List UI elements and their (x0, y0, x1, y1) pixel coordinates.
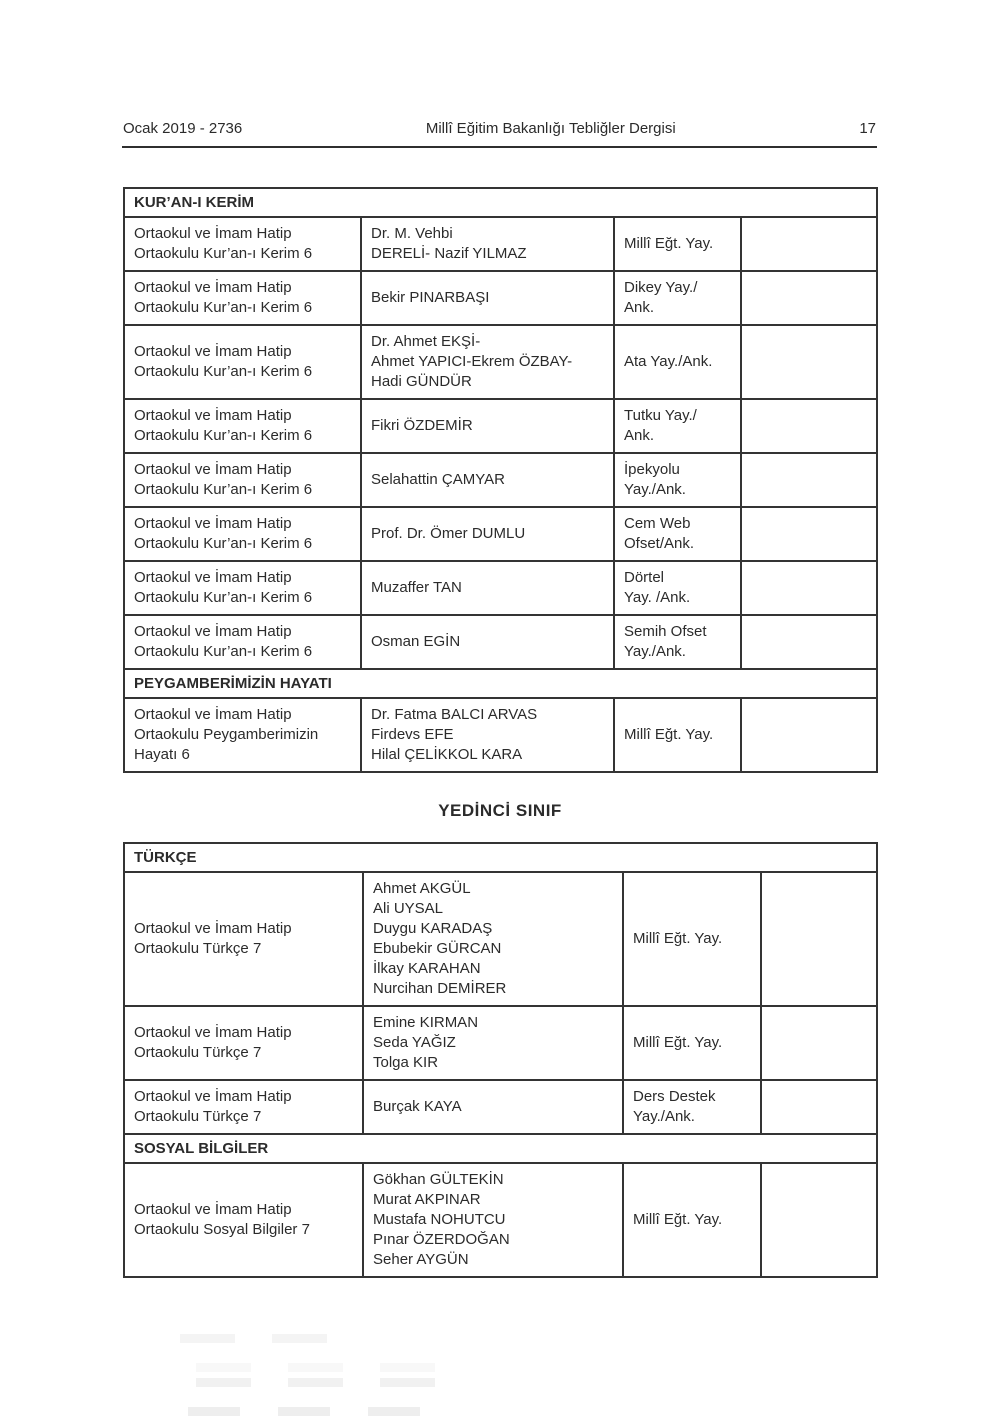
section-row (124, 843, 877, 872)
scan-artifact (180, 1334, 340, 1343)
running-head (123, 120, 876, 137)
text-line: Tutku Yay./ (624, 407, 697, 424)
text-line: Yay. /Ank. (624, 589, 691, 606)
authors-cell (361, 561, 614, 615)
notes-cell (741, 325, 877, 399)
authors-cell (361, 325, 614, 399)
text-line: Ortaokulu Kur’an-ı Kerim 6 (134, 643, 313, 660)
text-line: Ortaokulu Türkçe 7 (134, 940, 262, 957)
book-cell (124, 217, 361, 271)
book-cell (124, 507, 361, 561)
text-line: Burçak KAYA (373, 1098, 462, 1115)
text-line: Gökhan GÜLTEKİN (373, 1171, 504, 1188)
notes-cell (741, 217, 877, 271)
text-line: Ortaokulu Kur’an-ı Kerim 6 (134, 535, 313, 552)
text-line: Mustafa NOHUTCU (373, 1211, 506, 1228)
section-row (124, 1134, 877, 1163)
notes-cell (741, 561, 877, 615)
text-line: Ahmet AKGÜL (373, 880, 471, 897)
text-line: Ortaokul ve İmam Hatip (134, 623, 292, 640)
authors-cell (361, 615, 614, 669)
book-row (124, 615, 877, 669)
text-line: Yay./Ank. (624, 481, 686, 498)
scan-artifact (188, 1407, 438, 1416)
section-row (124, 188, 877, 217)
text-line: Ofset/Ank. (624, 535, 695, 552)
text-line: Dr. M. Vehbi (371, 225, 453, 242)
text-line: Dr. Ahmet EKŞİ- (371, 333, 481, 350)
book-row (124, 325, 877, 399)
text-line: İlkay KARAHAN (373, 960, 481, 977)
book-cell (124, 325, 361, 399)
text-line: Seher AYGÜN (373, 1251, 469, 1268)
notes-cell (741, 399, 877, 453)
text-line: Hilal ÇELİKKOL KARA (371, 746, 523, 763)
text-line: Ders Destek (633, 1088, 716, 1105)
authors-cell (363, 872, 623, 1006)
authors-cell (363, 1163, 623, 1277)
section-title: PEYGAMBERİMİZİN HAYATI (124, 669, 877, 698)
text-line: Duygu KARADAŞ (373, 920, 493, 937)
text-line: Dikey Yay./ (624, 279, 698, 296)
text-line: Ortaokul ve İmam Hatip (134, 1201, 292, 1218)
book-row (124, 561, 877, 615)
scan-artifact (196, 1363, 436, 1372)
text-line: Ortaokulu Sosyal Bilgiler 7 (134, 1221, 310, 1238)
text-line: Firdevs EFE (371, 726, 454, 743)
text-line: Ortaokulu Kur’an-ı Kerim 6 (134, 363, 313, 380)
text-line: Murat AKPINAR (373, 1191, 481, 1208)
text-line: Ortaokul ve İmam Hatip (134, 706, 292, 723)
authors-cell (363, 1006, 623, 1080)
book-cell (124, 1080, 363, 1134)
text-line: Ortaokulu Kur’an-ı Kerim 6 (134, 427, 313, 444)
publisher-cell (614, 698, 741, 772)
journal-title: Millî Eğitim Bakanlığı Tebliğler Dergisi (425, 120, 676, 137)
text-line: Ortaokul ve İmam Hatip (134, 920, 292, 937)
text-line: Yay./Ank. (624, 643, 686, 660)
text-line: Ortaokulu Peygamberimizin (134, 726, 319, 743)
text-line: Selahattin ÇAMYAR (371, 471, 505, 488)
book-row (124, 453, 877, 507)
publisher-cell (614, 217, 741, 271)
authors-cell (361, 271, 614, 325)
scan-artifact (196, 1378, 446, 1387)
notes-cell (761, 1006, 877, 1080)
notes-cell (741, 453, 877, 507)
notes-cell (761, 872, 877, 1006)
publisher-cell (614, 271, 741, 325)
text-line: Cem Web (624, 515, 691, 532)
text-line: Ortaokul ve İmam Hatip (134, 279, 292, 296)
book-row (124, 1006, 877, 1080)
text-line: İpekyolu (624, 461, 680, 478)
text-line: Tolga KIR (373, 1054, 439, 1071)
notes-cell (741, 271, 877, 325)
publisher-cell (623, 1163, 761, 1277)
text-line: Ortaokul ve İmam Hatip (134, 1024, 292, 1041)
text-line: Ank. (624, 299, 655, 316)
book-row (124, 399, 877, 453)
text-line: Emine KIRMAN (373, 1014, 479, 1031)
text-line: Ebubekir GÜRCAN (373, 940, 502, 957)
publisher-cell (614, 399, 741, 453)
book-row (124, 1163, 877, 1277)
text-line: Ortaokul ve İmam Hatip (134, 461, 292, 478)
book-row (124, 271, 877, 325)
text-line: Ortaokulu Türkçe 7 (134, 1044, 262, 1061)
text-line: Ortaokulu Kur’an-ı Kerim 6 (134, 481, 313, 498)
text-line: Millî Eğt. Yay. (633, 1034, 723, 1051)
text-line: Dr. Fatma BALCI ARVAS (371, 706, 538, 723)
text-line: Ortaokul ve İmam Hatip (134, 407, 292, 424)
notes-cell (761, 1080, 877, 1134)
text-line: Ortaokulu Kur’an-ı Kerim 6 (134, 299, 313, 316)
notes-cell (741, 507, 877, 561)
book-cell (124, 1006, 363, 1080)
text-line: Ortaokul ve İmam Hatip (134, 515, 292, 532)
text-line: Yay./Ank. (633, 1108, 695, 1125)
publisher-cell (623, 872, 761, 1006)
publisher-cell (614, 453, 741, 507)
book-cell (124, 615, 361, 669)
text-line: Ortaokulu Türkçe 7 (134, 1108, 262, 1125)
text-line: Hayatı 6 (134, 746, 190, 763)
booklist-table-sixth-grade (123, 187, 878, 773)
book-row (124, 507, 877, 561)
text-line: Ortaokulu Kur’an-ı Kerim 6 (134, 589, 313, 606)
book-cell (124, 453, 361, 507)
grade-heading: YEDİNCİ SINIF (438, 801, 562, 820)
text-line: Millî Eğt. Yay. (624, 726, 714, 743)
book-cell (124, 872, 363, 1006)
text-line: Ata Yay./Ank. (624, 353, 713, 370)
text-line: Ahmet YAPICI-Ekrem ÖZBAY- (371, 353, 573, 370)
text-line: Ortaokul ve İmam Hatip (134, 1088, 292, 1105)
authors-cell (361, 399, 614, 453)
publisher-cell (623, 1006, 761, 1080)
notes-cell (761, 1163, 877, 1277)
authors-cell (361, 217, 614, 271)
book-cell (124, 271, 361, 325)
text-line: Millî Eğt. Yay. (624, 235, 714, 252)
authors-cell (363, 1080, 623, 1134)
text-line: Prof. Dr. Ömer DUMLU (371, 525, 526, 542)
text-line: Ortaokul ve İmam Hatip (134, 225, 292, 242)
issue-label: Ocak 2019 - 2736 (123, 120, 243, 137)
text-line: Fikri ÖZDEMİR (371, 417, 473, 434)
text-line: Semih Ofset (624, 623, 707, 640)
text-line: Bekir PINARBAŞI (371, 289, 490, 306)
section-title: KUR’AN-I KERİM (124, 188, 877, 217)
booklist-table-seventh-grade (123, 842, 878, 1278)
book-cell (124, 1163, 363, 1277)
text-line: Dörtel (624, 569, 665, 586)
publisher-cell (614, 325, 741, 399)
text-line: Muzaffer TAN (371, 579, 462, 596)
text-line: Millî Eğt. Yay. (633, 930, 723, 947)
notes-cell (741, 698, 877, 772)
book-row (124, 217, 877, 271)
book-row (124, 872, 877, 1006)
text-line: Pınar ÖZERDOĞAN (373, 1231, 510, 1248)
text-line: Nurcihan DEMİRER (373, 980, 507, 997)
book-row (124, 698, 877, 772)
authors-cell (361, 453, 614, 507)
text-line: Ali UYSAL (373, 900, 444, 917)
book-cell (124, 399, 361, 453)
text-line: DERELİ- Nazif YILMAZ (371, 245, 527, 262)
authors-cell (361, 698, 614, 772)
header-rule (122, 146, 877, 148)
publisher-cell (623, 1080, 761, 1134)
section-row (124, 669, 877, 698)
notes-cell (741, 615, 877, 669)
text-line: Seda YAĞIZ (373, 1034, 456, 1051)
text-line: Ortaokul ve İmam Hatip (134, 343, 292, 360)
publisher-cell (614, 507, 741, 561)
text-line: Ank. (624, 427, 655, 444)
publisher-cell (614, 561, 741, 615)
text-line: Ortaokul ve İmam Hatip (134, 569, 292, 586)
page-number: 17 (859, 120, 876, 137)
text-line: Hadi GÜNDÜR (371, 373, 472, 390)
book-row (124, 1080, 877, 1134)
section-title: TÜRKÇE (124, 843, 877, 872)
book-cell (124, 698, 361, 772)
publisher-cell (614, 615, 741, 669)
authors-cell (361, 507, 614, 561)
text-line: Osman EGİN (371, 633, 461, 650)
section-title: SOSYAL BİLGİLER (124, 1134, 877, 1163)
book-cell (124, 561, 361, 615)
text-line: Ortaokulu Kur’an-ı Kerim 6 (134, 245, 313, 262)
text-line: Millî Eğt. Yay. (633, 1211, 723, 1228)
